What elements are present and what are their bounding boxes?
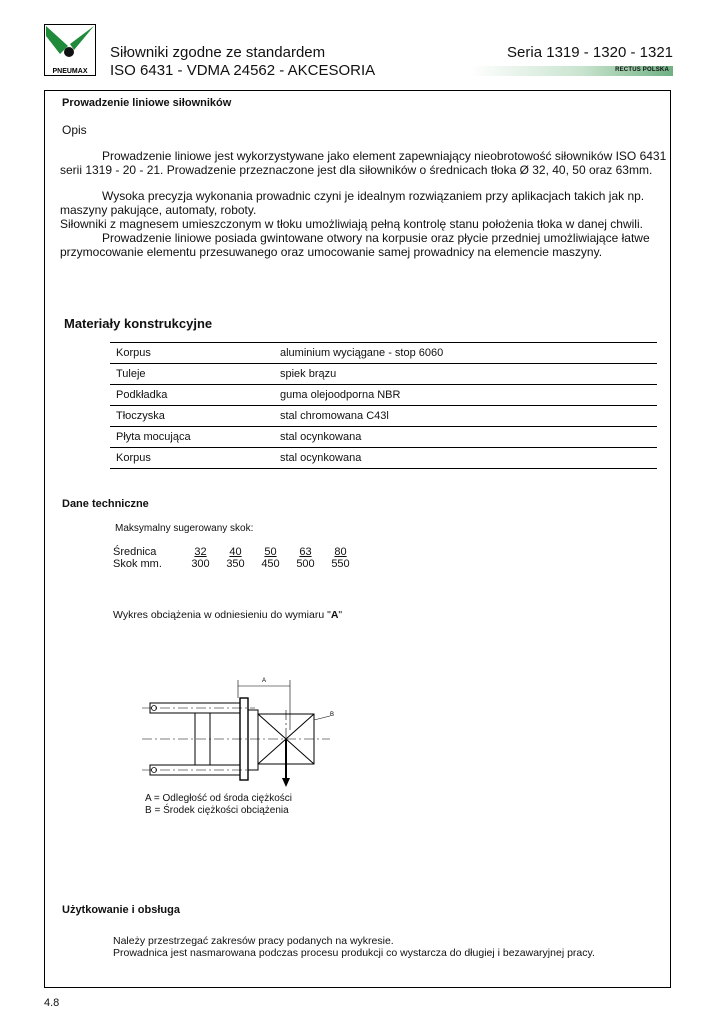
part-cell: Korpus: [110, 343, 274, 364]
diagram-label-a: A: [262, 678, 267, 684]
diameter-value: 63: [299, 546, 312, 558]
part-cell: Tuleje: [110, 364, 274, 385]
diameter-label: Średnica: [113, 546, 157, 558]
part-cell: Płyta mocująca: [110, 427, 274, 448]
diameter-value: 50: [264, 546, 277, 558]
company-label: RECTUS POLSKA: [615, 67, 669, 73]
material-cell: guma olejoodporna NBR: [274, 385, 657, 406]
opis-label: Opis: [62, 123, 87, 137]
section-heading-linear-guide: Prowadzenie liniowe siłowników: [62, 97, 232, 109]
stroke-row: [113, 558, 358, 570]
caption-suffix: ": [338, 609, 343, 621]
table-row: [110, 406, 657, 427]
diameter-value: 40: [229, 546, 242, 558]
svg-text:PNEUMAX: PNEUMAX: [52, 68, 88, 75]
diameter-value: 32: [194, 546, 207, 558]
material-cell: stal ocynkowana: [274, 448, 657, 469]
table-row: [110, 343, 657, 364]
usage-line-2: Prowadnica jest nasmarowana podczas procesu produkcji co wystarcza do długiej i bezawaryjnej pracy.: [113, 947, 595, 959]
description-paragraph-4: Prowadzenie liniowe posiada gwintowane otwory na korpusie oraz płycie przedniej umożliwiające łatwe przymocowanie elementu przesuwanego oraz umocowanie samej prowadnicy na elemencie maszyny.: [60, 231, 650, 259]
diameter-row: [113, 546, 358, 558]
max-stroke-label: Maksymalny sugerowany skok:: [115, 523, 254, 534]
load-chart-caption: [113, 609, 342, 621]
table-row: [110, 364, 657, 385]
usage-line-1: Należy przestrzegać zakresów pracy podanych na wykresie.: [113, 935, 394, 947]
description-paragraph-2: Wysoka precyzja wykonania prowadnic czyni je idealnym rozwiązaniem przy aplikacjach takich jak np. maszyny pakujące, automaty, roboty.: [60, 189, 645, 217]
series-label: Seria 1319 - 1320 - 1321: [507, 44, 673, 61]
caption-prefix: Wykres obciążenia w odniesieniu do wymiaru ": [113, 609, 331, 621]
part-cell: Korpus: [110, 448, 274, 469]
header-title-line2: ISO 6431 - VDMA 24562 - AKCESORIA: [110, 62, 376, 79]
part-cell: Podkładka: [110, 385, 274, 406]
material-cell: spiek brązu: [274, 364, 657, 385]
diagram-label-b: B: [330, 712, 335, 718]
table-row: [110, 385, 657, 406]
usage-text: [113, 935, 595, 959]
stroke-table: [113, 546, 358, 570]
table-row: [110, 427, 657, 448]
legend-b: B = Środek ciężkości obciążenia: [145, 804, 289, 816]
caption-letter: A: [330, 609, 339, 621]
stroke-value: 500: [296, 558, 315, 570]
legend-a: A = Odległość od środa ciężkości: [145, 793, 293, 804]
material-cell: stal chromowana C43l: [274, 406, 657, 427]
stroke-label: Skok mm.: [113, 558, 162, 570]
part-cell: Tłoczyska: [110, 406, 274, 427]
material-cell: aluminium wyciągane - stop 6060: [274, 343, 657, 364]
stroke-value: 300: [191, 558, 210, 570]
stroke-value: 350: [226, 558, 245, 570]
material-cell: stal ocynkowana: [274, 427, 657, 448]
diameter-value: 80: [334, 546, 347, 558]
stroke-value: 450: [261, 558, 280, 570]
diagram-legend: [145, 793, 292, 816]
linear-guide-diagram: [140, 670, 340, 790]
page-number: 4.8: [44, 997, 60, 1009]
section-heading-technical: Dane techniczne: [62, 498, 149, 510]
section-heading-usage: Użytkowanie i obsługa: [62, 904, 180, 916]
stroke-value: 550: [331, 558, 350, 570]
materials-table: [110, 342, 657, 469]
table-row: [110, 448, 657, 469]
section-heading-materials: Materiały konstrukcyjne: [64, 316, 213, 331]
header-title-line1: Siłowniki zgodne ze standardem: [110, 44, 326, 61]
description-paragraph-3: Siłowniki z magnesem umieszczonym w tłoku umożliwiają pełną kontrolę stanu położenia tłoka w danej chwili.: [60, 217, 643, 231]
description-paragraph-1: Prowadzenie liniowe jest wykorzystywane jako element zapewniający nieobrotowość siłowników ISO 6431 serii 1319 - 20 - 21. Prowadzenie przeznaczone jest dla siłowników o średnicach tłoka Ø 32, 40, 50 oraz 63mm.: [60, 149, 667, 177]
pneumax-logo: [44, 24, 96, 76]
